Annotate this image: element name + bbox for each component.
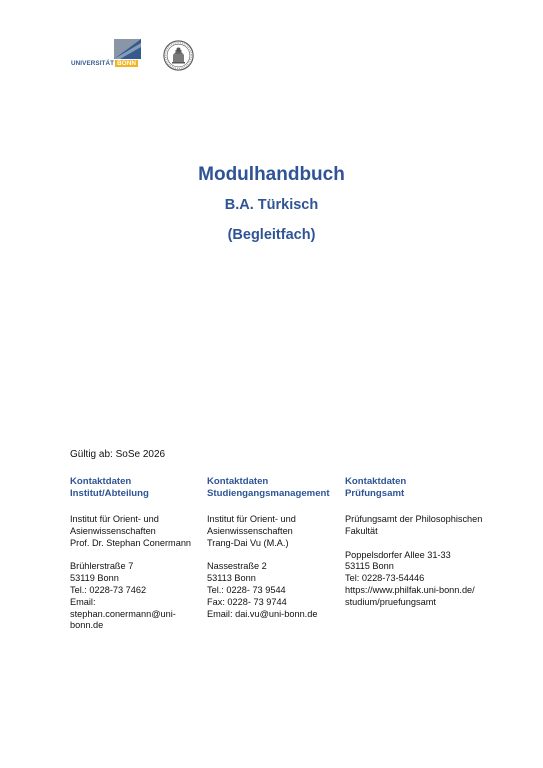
contact-organization: Prüfungsamt der Philosophischen Fakultät: [345, 514, 483, 536]
contact-address: Nassestraße 2 53113 Bonn Tel.: 0228- 73 9544 Fax: 0228- 73 9744 Email: dai.vu@uni-bonn.de: [207, 561, 318, 619]
logo-word-bonn: BONN: [117, 60, 137, 67]
contact-column-program-management: [207, 476, 342, 620]
university-logo: [71, 39, 141, 67]
degree-subject-type: (Begleitfach): [227, 227, 316, 243]
document-title: Modulhandbuch: [198, 164, 345, 185]
validity-text: Gültig ab: SoSe 2026: [70, 449, 166, 460]
contact-heading: Kontaktdaten Studiengangsmanagement: [207, 476, 330, 499]
university-seal-icon: [162, 40, 195, 71]
contact-address: Poppelsdorfer Allee 31-33 53115 Bonn Tel: 0228-73-54446 https://www.philfak.uni-bonn.de/ studium/pruefungsamt: [345, 549, 475, 607]
contact-address: Brühlerstraße 7 53119 Bonn Tel.: 0228-73 7462 Email: stephan.conermann@uni- bonn.de: [70, 561, 176, 631]
contact-column-exam-office: [345, 476, 500, 609]
logo-squares-icon: [114, 39, 141, 59]
title-block: [0, 163, 543, 245]
contact-heading: Kontaktdaten Institut/Abteilung: [70, 476, 149, 499]
logo-word-universitaet: UNIVERSITÄT: [71, 60, 115, 67]
contact-organization: Institut für Orient- und Asienwissenschaften Trang-Dai Vu (M.A.): [207, 514, 296, 548]
degree-title: B.A. Türkisch: [224, 197, 319, 213]
logo-wordmark: [71, 60, 138, 67]
contact-heading: Kontaktdaten Prüfungsamt: [345, 476, 407, 499]
contact-column-institute: [70, 476, 220, 632]
contact-organization: Institut für Orient- und Asienwissenschaften Prof. Dr. Stephan Conermann: [70, 514, 192, 548]
